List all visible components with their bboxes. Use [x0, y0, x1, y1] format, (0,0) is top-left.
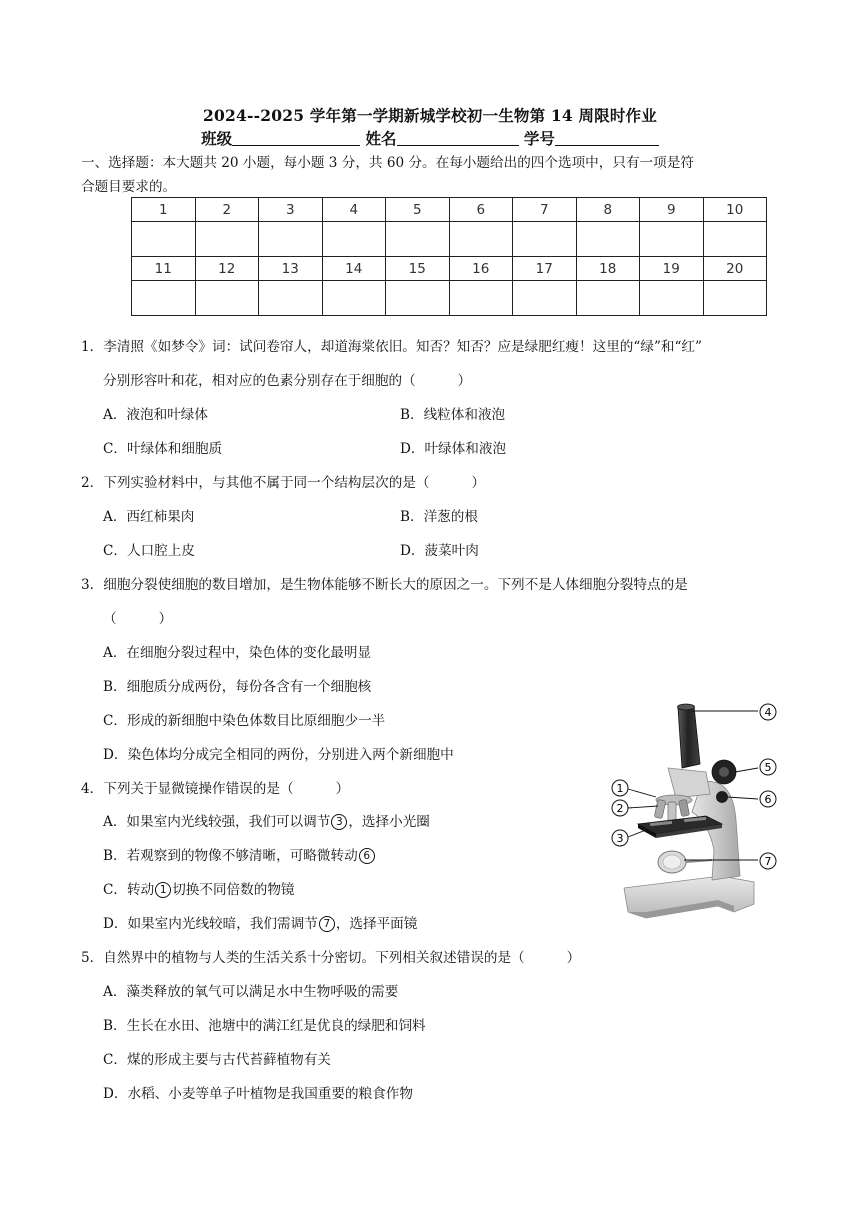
id-label: 学号 [523, 129, 555, 148]
svg-text:3: 3 [616, 832, 624, 845]
grid-number: 8 [576, 198, 640, 222]
paren-close: ） [335, 781, 350, 797]
option-b: B．生长在水田、池塘中的满江红是优良的绿肥和饲料 [103, 1018, 426, 1034]
paren-close: ） [158, 611, 173, 627]
option-text: 切换不同倍数的物镜 [172, 882, 295, 898]
option-d [103, 912, 417, 932]
option-text: B．若观察到的物像不够清晰，可略微转动 [103, 848, 358, 864]
grid-number: 3 [259, 198, 323, 222]
grid-number: 14 [322, 257, 386, 281]
question-3-stem-cont [103, 607, 172, 627]
answer-cell[interactable] [195, 222, 259, 257]
svg-text:7: 7 [764, 855, 772, 868]
option-a: A．液泡和叶绿体 [103, 407, 208, 423]
option-text: ，选择平面镜 [335, 916, 418, 932]
option-b [103, 844, 376, 864]
option-c [103, 878, 295, 898]
answer-cell[interactable] [259, 281, 323, 316]
class-blank [232, 128, 360, 146]
answer-cell[interactable] [640, 281, 704, 316]
option-a: A．西红柿果肉 [103, 509, 195, 525]
svg-text:1: 1 [616, 782, 624, 795]
answer-cell[interactable] [322, 222, 386, 257]
grid-number: 6 [449, 198, 513, 222]
question-text: 4．下列关于显微镜操作错误的是（ [81, 781, 294, 797]
grid-number: 4 [322, 198, 386, 222]
answer-cell[interactable] [513, 222, 577, 257]
grid-number: 9 [640, 198, 704, 222]
grid-number: 12 [195, 257, 259, 281]
option-b: B．细胞质分成两份，每份各含有一个细胞核 [103, 679, 372, 695]
option-b: B．线粒体和液泡 [400, 407, 506, 423]
grid-number: 10 [703, 198, 767, 222]
answer-cell[interactable] [640, 222, 704, 257]
answer-cell[interactable] [576, 281, 640, 316]
option-text: D．如果室内光线较暗，我们需调节 [103, 916, 318, 932]
question-2-stem [81, 471, 485, 491]
svg-text:5: 5 [764, 761, 772, 774]
grid-number: 17 [513, 257, 577, 281]
option-d: D．水稻、小麦等单子叶植物是我国重要的粮食作物 [103, 1086, 413, 1102]
answer-cell[interactable] [386, 281, 450, 316]
paren-close: ） [457, 373, 472, 389]
section-instruction [81, 151, 781, 199]
grid-number: 2 [195, 198, 259, 222]
question-4-stem [81, 777, 349, 797]
answer-cell[interactable] [513, 281, 577, 316]
svg-text:4: 4 [764, 706, 772, 719]
label-1 [612, 780, 628, 796]
answer-cell[interactable] [449, 222, 513, 257]
option-d: D．染色体均分成完全相同的两份，分别进入两个新细胞中 [103, 747, 454, 763]
option-d: D．叶绿体和液泡 [400, 441, 507, 457]
option-c: C．煤的形成主要与古代苔藓植物有关 [103, 1052, 331, 1068]
grid-number: 15 [386, 257, 450, 281]
grid-number: 1 [132, 198, 196, 222]
svg-text:2: 2 [616, 802, 624, 815]
answer-cell[interactable] [576, 222, 640, 257]
option-d: D．菠菜叶肉 [400, 543, 479, 559]
grid-number: 20 [703, 257, 767, 281]
answer-cell[interactable] [386, 222, 450, 257]
answer-grid-number-row [132, 198, 767, 222]
option-text: ，选择小光圈 [348, 814, 430, 830]
grid-number: 16 [449, 257, 513, 281]
option-a [103, 810, 430, 830]
microscope-body [624, 704, 754, 918]
label-2 [612, 800, 628, 816]
class-label: 班级 [201, 129, 233, 148]
option-text: A．如果室内光线较强，我们可以调节 [103, 814, 331, 830]
option-a: A．在细胞分裂过程中，染色体的变化最明显 [103, 645, 372, 661]
answer-cell[interactable] [259, 222, 323, 257]
question-3-stem: 3．细胞分裂使细胞的数目增加，是生物体能够不断长大的原因之一。下列不是人体细胞分裂特点的是 [81, 577, 688, 593]
circled-number: 3 [331, 814, 347, 830]
id-blank [555, 128, 659, 146]
answer-grid-answer-row [132, 222, 767, 257]
answer-cell[interactable] [703, 222, 767, 257]
name-blank [397, 128, 519, 146]
question-text: 2．下列实验材料中，与其他不属于同一个结构层次的是（ [81, 475, 430, 491]
answer-cell[interactable] [449, 281, 513, 316]
question-5-stem [81, 946, 580, 966]
answer-cell[interactable] [703, 281, 767, 316]
option-c: C．人口腔上皮 [103, 543, 195, 559]
option-b: B．洋葱的根 [400, 509, 478, 525]
answer-cell[interactable] [132, 222, 196, 257]
label-4 [760, 704, 776, 720]
question-1-stem: 1．李清照《如梦令》词：试问卷帘人，却道海棠依旧。知否？知否？应是绿肥红瘦！这里的“绿”和“红” [81, 339, 702, 355]
student-info-line [0, 127, 860, 149]
question-1-stem-cont [103, 369, 471, 389]
option-c: C．叶绿体和细胞质 [103, 441, 223, 457]
paren-close: ） [471, 475, 486, 491]
label-5 [760, 759, 776, 775]
circled-number: 6 [359, 848, 375, 864]
grid-number: 7 [513, 198, 577, 222]
paren-close: ） [566, 950, 581, 966]
paren-open: （ [103, 611, 117, 627]
answer-cell[interactable] [132, 281, 196, 316]
label-6 [760, 791, 776, 807]
answer-cell[interactable] [322, 281, 386, 316]
name-label: 姓名 [365, 129, 397, 148]
grid-number: 5 [386, 198, 450, 222]
answer-grid-number-row [132, 257, 767, 281]
answer-cell[interactable] [195, 281, 259, 316]
option-text: C．转动 [103, 882, 155, 898]
grid-number: 18 [576, 257, 640, 281]
circled-number: 7 [319, 916, 335, 932]
answer-grid [131, 197, 767, 316]
label-7 [760, 853, 776, 869]
label-3 [612, 830, 628, 846]
grid-number: 11 [132, 257, 196, 281]
grid-number: 19 [640, 257, 704, 281]
option-a: A．藻类释放的氧气可以满足水中生物呼吸的需要 [103, 984, 399, 1000]
microscope-diagram [606, 700, 786, 925]
question-text: 5．自然界中的植物与人类的生活关系十分密切。下列相关叙述错误的是（ [81, 950, 525, 966]
instruction-line: 一、选择题：本大题共 20 小题，每小题 3 分，共 60 分。在每小题给出的四个选项中，只有一项是符 [81, 155, 694, 171]
answer-grid-answer-row [132, 281, 767, 316]
page-title: 2024--2025 学年第一学期新城学校初一生物第 14 周限时作业 [203, 106, 657, 125]
grid-number: 13 [259, 257, 323, 281]
circled-number: 1 [155, 882, 171, 898]
instruction-line: 合题目要求的。 [81, 179, 177, 195]
option-c: C．形成的新细胞中染色体数目比原细胞少一半 [103, 713, 386, 729]
question-text: 分别形容叶和花，相对应的色素分别存在于细胞的（ [103, 373, 416, 389]
svg-text:6: 6 [764, 793, 772, 806]
